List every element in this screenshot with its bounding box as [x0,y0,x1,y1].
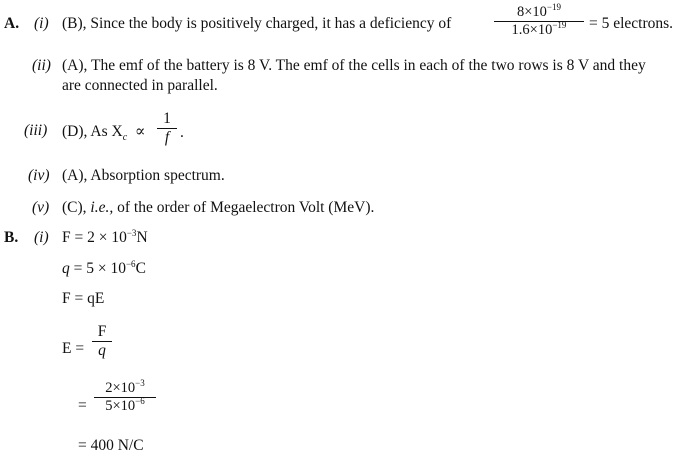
item-a-v-number: (v) [32,199,50,216]
equation-e-lhs: E = [62,340,85,357]
item-a-i-result: = 5 electrons. [589,15,674,32]
item-a-ii-line1: (A), The emf of the battery is 8 V. The emf of the cells in each of the two rows is 8 V and they [62,57,646,74]
item-a-i-fraction [494,4,584,39]
item-a-iii-text: (D), As $X_c$ ∝ [62,123,146,144]
fraction-denominator: $1.6\times 10^{-19}$ [511,20,567,38]
equation-f-qe: F = qE [62,290,105,307]
item-a-iv-text: (A), Absorption spectrum. [62,167,225,184]
item-a-iii-end: . [180,124,184,141]
equation-force: $F = 2 \times 10^{-3}N$ [62,227,148,246]
equation-substitution-equals: = [78,397,87,414]
fraction-denominator: q [98,342,106,359]
item-a-iii-fraction [157,110,177,147]
equation-substitution-fraction [94,380,156,415]
item-b-i-number: (i) [34,229,49,246]
fraction-denominator: $5\times 10^{-6}$ [105,396,145,414]
equation-e-fraction [92,323,112,360]
item-a-v-text: (C), i.e., of the order of Megaelectron Volt (MeV). [62,199,375,216]
section-b-label: B. [4,229,19,246]
item-a-ii-line2: are connected in parallel. [62,77,218,94]
item-a-iv-number: (iv) [28,167,50,184]
fraction-numerator: 1 [163,110,171,127]
item-a-i-text: (B), Since the body is positively charged, it has a deficiency of [62,15,452,32]
equation-charge: $q = 5 \times 10^{-6}C$ [62,258,146,277]
item-a-iii-number: (iii) [24,122,48,139]
fraction-denominator: f [164,129,170,146]
item-a-i-number: (i) [34,15,49,32]
fraction-numerator: F [97,323,107,340]
item-a-ii-number: (ii) [32,57,51,74]
equation-result: = 400 N/C [78,437,144,454]
section-a-label: A. [4,15,20,32]
fraction-numerator: $8\times 10^{-19}$ [516,2,561,20]
fraction-numerator: $2\times 10^{-3}$ [105,378,145,396]
